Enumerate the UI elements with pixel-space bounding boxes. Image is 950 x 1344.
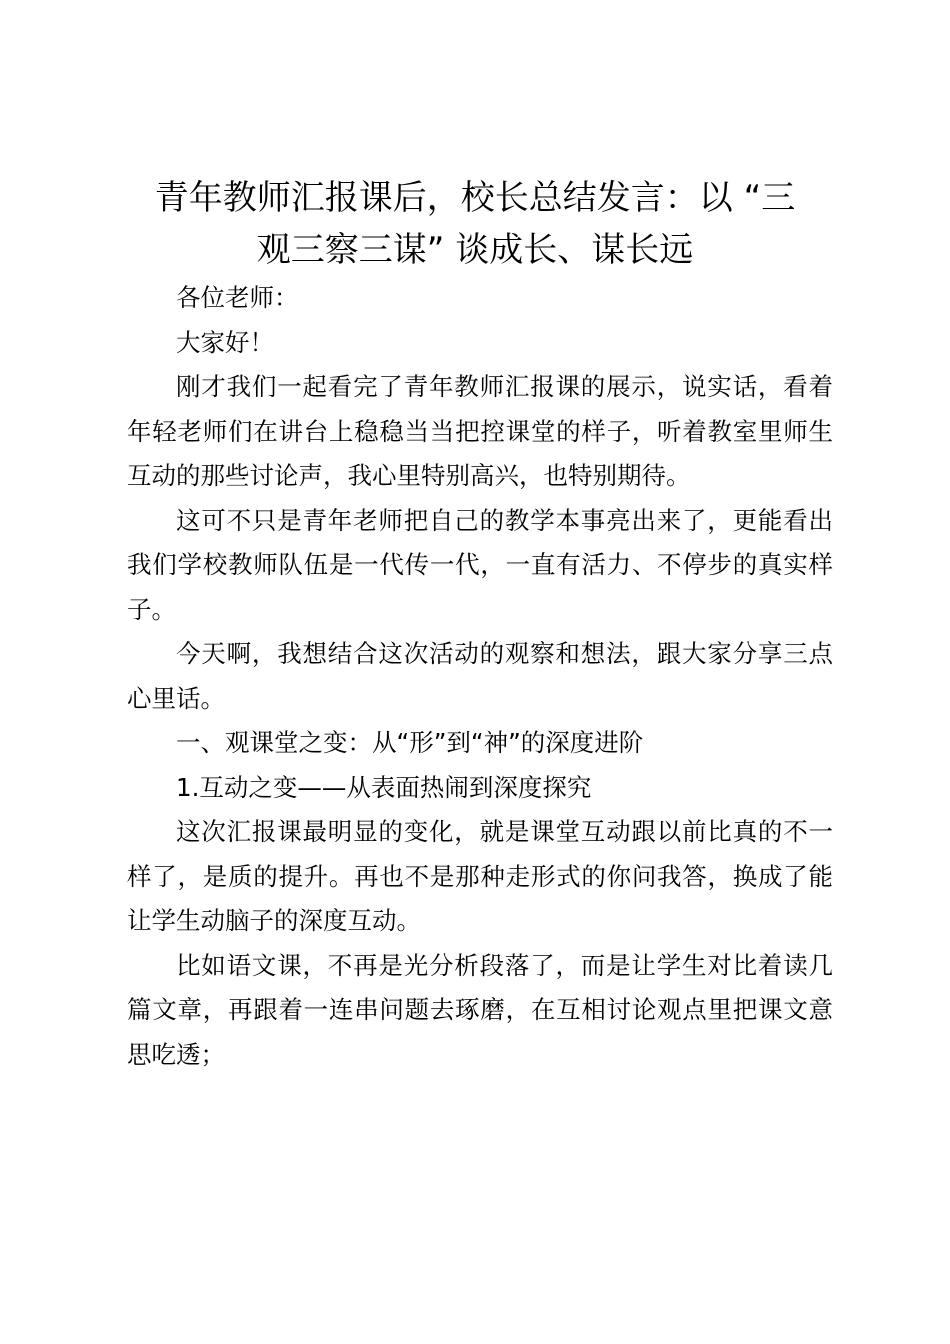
title-line-2: 观三察三谋” 谈成长、谋长远 [256, 230, 694, 270]
document-title [100, 172, 850, 276]
salutation: 各位老师： [176, 283, 299, 312]
paragraph: 这可不只是青年老师把自己的教学本事亮出来了，更能看出我们学校教师队伍是一代传一代，一直有活力、不停步的真实样子。 [127, 505, 833, 624]
title-line-1: 青年教师汇报课后，校长总结发言：以 “三 [154, 178, 796, 218]
paragraph: 刚才我们一起看完了青年教师汇报课的展示，说实话，看着年轻老师们在讲台上稳稳当当把控课堂的样子，听着教室里师生互动的那些讨论声，我心里特别高兴，也特别期待。 [127, 372, 833, 490]
paragraph: 这次汇报课最明显的变化，就是课堂互动跟以前比真的不一样了，是质的提升。再也不是那种走形式的你问我答，换成了能让学生动脑子的深度互动。 [127, 817, 833, 935]
greeting: 大家好！ [176, 327, 274, 357]
paragraph: 今天啊，我想结合这次活动的观察和想法，跟大家分享三点心里话。 [127, 639, 833, 713]
section-heading: 一、观课堂之变：从“形”到“神”的深度进阶 [176, 728, 644, 757]
subsection-heading: 1.互动之变——从表面热闹到深度探究 [176, 772, 592, 802]
paragraph: 比如语文课，不再是光分析段落了，而是让学生对比着读几篇文章，再跟着一连串问题去琢磨，在互相讨论观点里把课文意思吃透； [127, 950, 833, 1069]
document-body [127, 276, 833, 1077]
